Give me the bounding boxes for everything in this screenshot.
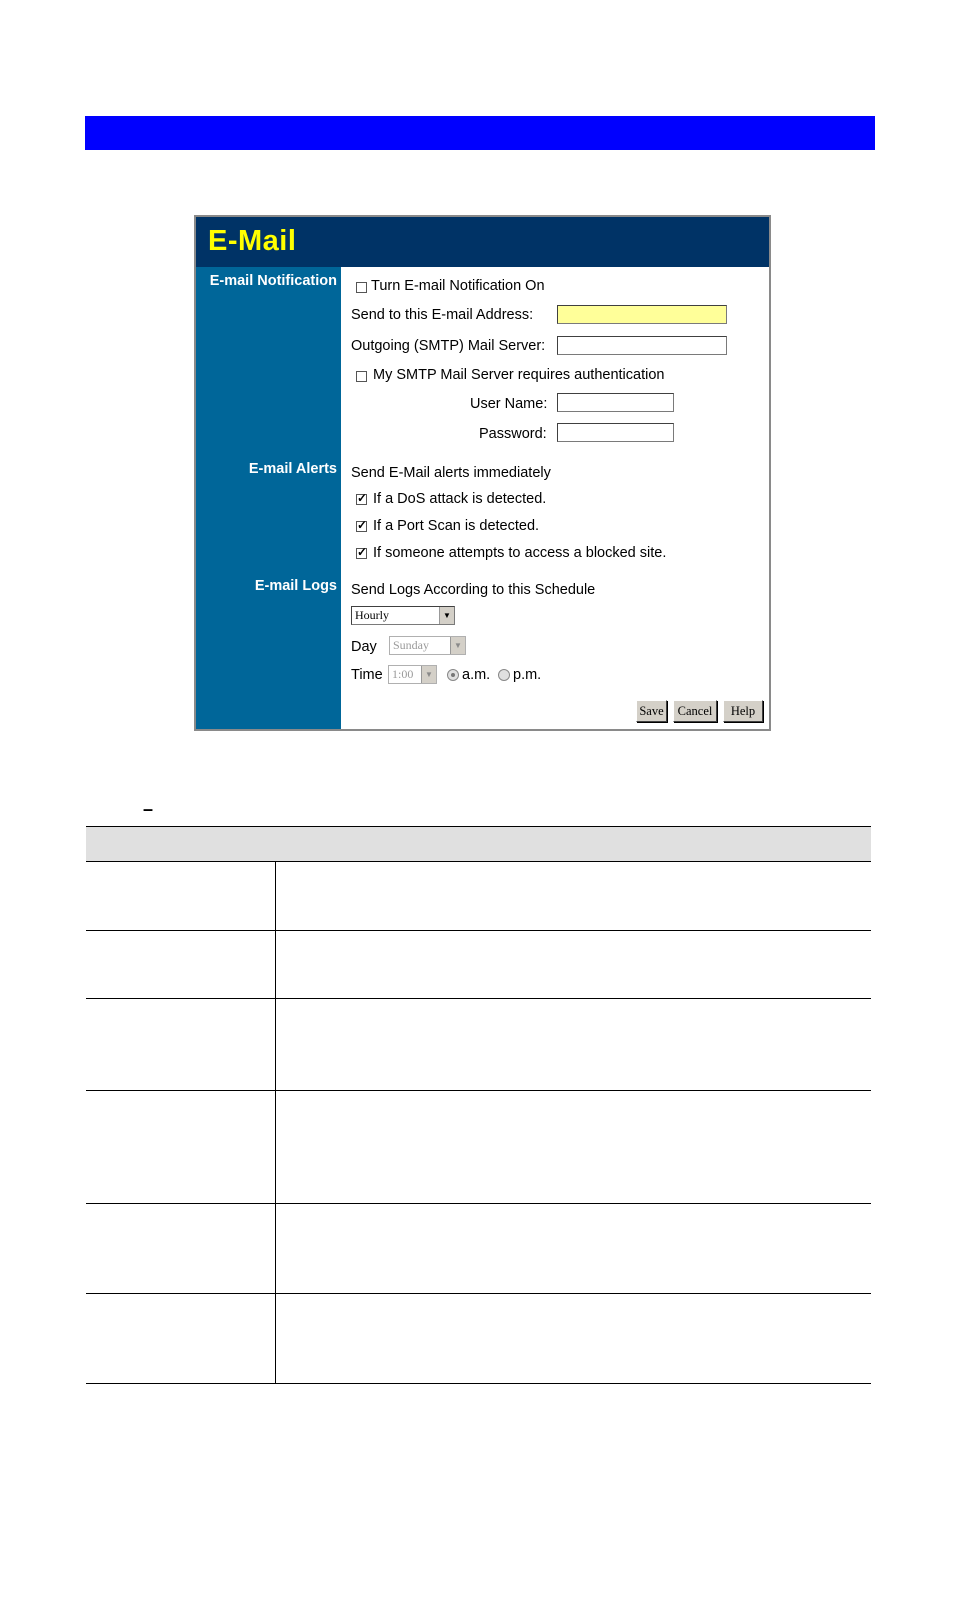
day-value: Sunday xyxy=(393,638,429,652)
table-row xyxy=(86,862,871,931)
save-button[interactable]: Save xyxy=(636,700,667,722)
schedule-value: Hourly xyxy=(355,608,389,622)
schedule-select[interactable] xyxy=(351,606,455,625)
alert-dos-checkbox[interactable] xyxy=(356,491,368,505)
notification-on-checkbox[interactable] xyxy=(356,282,367,293)
panel-header xyxy=(196,217,769,267)
section-header-bar xyxy=(85,116,875,150)
section-label-notification: E-mail Notification xyxy=(209,273,337,289)
am-radio[interactable] xyxy=(447,669,459,681)
check-icon: ✓ xyxy=(357,491,368,505)
logs-heading: Send Logs According to this Schedule xyxy=(351,582,596,598)
table-header xyxy=(86,826,871,862)
smtp-server-label: Outgoing (SMTP) Mail Server: xyxy=(351,338,546,354)
caption-dash: – xyxy=(143,799,154,819)
settings-form xyxy=(341,267,769,729)
sidebar xyxy=(196,267,341,729)
chevron-down-icon: ▼ xyxy=(450,637,465,654)
password-input[interactable] xyxy=(557,423,674,442)
table-row xyxy=(86,1294,871,1384)
table-row xyxy=(86,1091,871,1204)
alert-portscan-label: If a Port Scan is detected. xyxy=(373,518,540,534)
smtp-auth-label: My SMTP Mail Server requires authentication xyxy=(373,367,665,383)
radio-selected-dot xyxy=(451,673,455,677)
time-value: 1:00 xyxy=(392,667,414,681)
alert-dos-label: If a DoS attack is detected. xyxy=(373,491,547,507)
username-label: User Name: xyxy=(470,396,548,412)
password-label: Password: xyxy=(479,426,547,442)
table-row xyxy=(86,931,871,999)
cancel-button[interactable]: Cancel xyxy=(673,700,717,722)
pm-radio[interactable] xyxy=(498,669,510,681)
section-label-alerts: E-mail Alerts xyxy=(248,461,337,477)
send-to-email-input[interactable] xyxy=(557,305,727,324)
email-settings-panel xyxy=(194,215,771,731)
alert-blocked-site-label: If someone attempts to access a blocked site. xyxy=(373,545,667,561)
chevron-down-icon: ▼ xyxy=(439,607,454,624)
check-icon: ✓ xyxy=(357,518,368,532)
smtp-server-input[interactable] xyxy=(557,336,727,355)
page-title: E-Mail xyxy=(208,225,297,257)
time-label: Time xyxy=(351,667,383,683)
notification-on-label: Turn E-mail Notification On xyxy=(371,278,545,294)
send-to-label: Send to this E-mail Address: xyxy=(351,307,534,323)
pm-label: p.m. xyxy=(513,667,542,683)
table-row xyxy=(86,999,871,1091)
username-input[interactable] xyxy=(557,393,674,412)
day-select[interactable] xyxy=(389,636,466,655)
check-icon: ✓ xyxy=(357,545,368,559)
smtp-auth-checkbox[interactable] xyxy=(356,371,367,382)
table-row xyxy=(86,1204,871,1294)
time-select[interactable] xyxy=(388,665,437,684)
alert-portscan-checkbox[interactable] xyxy=(356,518,368,532)
section-label-logs: E-mail Logs xyxy=(254,578,337,594)
alert-blocked-site-checkbox[interactable] xyxy=(356,545,368,559)
help-button[interactable]: Help xyxy=(723,700,763,722)
day-label: Day xyxy=(351,639,377,655)
table-column-divider xyxy=(275,862,276,1383)
chevron-down-icon: ▼ xyxy=(421,666,436,683)
alerts-heading: Send E-Mail alerts immediately xyxy=(351,465,551,481)
am-label: a.m. xyxy=(462,667,491,683)
